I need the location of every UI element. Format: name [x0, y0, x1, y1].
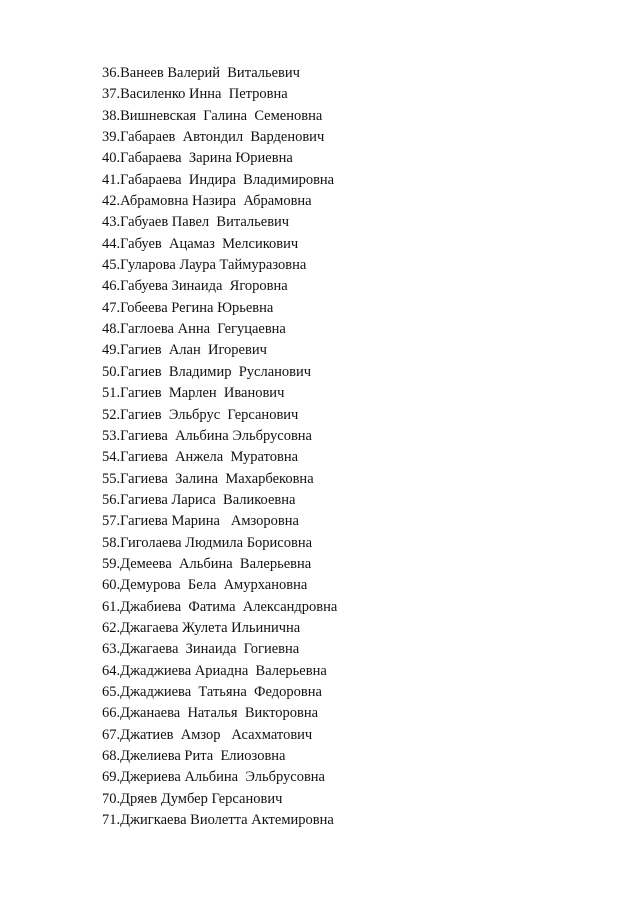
list-item: 55.Гагиева Залина Махарбековна — [102, 470, 314, 487]
list-item: 44.Габуев Ацамаз Мелсикович — [102, 235, 299, 252]
list-item: 48.Гаглоева Анна Гегуцаевна — [102, 321, 286, 338]
list-item: 64.Джаджиева Ариадна Валерьевна — [102, 662, 327, 679]
list-item: 50.Гагиев Владимир Русланович — [102, 363, 312, 380]
list-item: 36.Ванеев Валерий Витальевич — [102, 65, 300, 81]
list-item: 59.Демеева Альбина Валерьевна — [102, 555, 312, 572]
list-item: 40.Габараева Зарина Юриевна — [102, 150, 293, 167]
list-item: 62.Джагаева Жулета Ильинична — [102, 619, 301, 636]
list-item: 54.Гагиева Анжела Муратовна — [102, 449, 299, 466]
list-item: 53.Гагиева Альбина Эльбрусовна — [102, 427, 312, 444]
list-item: 70.Дряев Думбер Герсанович — [102, 790, 283, 807]
list-item: 46.Габуева Зинаида Ягоровна — [102, 278, 288, 295]
list-item: 57.Гагиева Марина Амзоровна — [102, 513, 299, 530]
list-item: 47.Гобеева Регина Юрьевна — [102, 299, 274, 316]
list-item: 68.Джелиева Рита Елиозовна — [102, 748, 286, 764]
list-item: 52.Гагиев Эльбрус Герсанович — [102, 406, 299, 423]
list-item: 42.Абрамовна Назира Абрамовна — [102, 193, 312, 210]
list-item: 61.Джабиева Фатима Александровна — [102, 598, 338, 615]
list-item: 41.Габараева Индира Владимировна — [102, 171, 335, 188]
list-item: 37.Василенко Инна Петровна — [102, 86, 288, 103]
name-list — [102, 63, 337, 831]
list-item: 45.Гуларова Лаура Таймуразовна — [102, 257, 307, 274]
list-item: 43.Габуаев Павел Витальевич — [102, 214, 290, 231]
list-item: 51.Гагиев Марлен Иванович — [102, 385, 285, 402]
list-item: 49.Гагиев Алан Игоревич — [102, 342, 267, 359]
list-item: 60.Демурова Бела Амурхановна — [102, 577, 308, 594]
list-item: 71.Джигкаева Виолетта Актемировна — [102, 812, 334, 829]
list-item: 67.Джатиев Амзор Асахматович — [102, 726, 313, 743]
list-item: 63.Джагаева Зинаида Гогиевна — [102, 641, 300, 658]
list-item: 58.Гиголаева Людмила Борисовна — [102, 534, 313, 551]
list-item: 69.Джериева Альбина Эльбрусовна — [102, 769, 325, 786]
list-item: 38.Вишневская Галина Семеновна — [102, 107, 323, 124]
list-item: 65.Джаджиева Татьяна Федоровна — [102, 683, 322, 700]
list-item: 39.Габараев Автондил Варденович — [102, 129, 325, 146]
list-item: 66.Джанаева Наталья Викторовна — [102, 705, 319, 722]
list-item: 56.Гагиева Лариса Валикоевна — [102, 491, 296, 508]
